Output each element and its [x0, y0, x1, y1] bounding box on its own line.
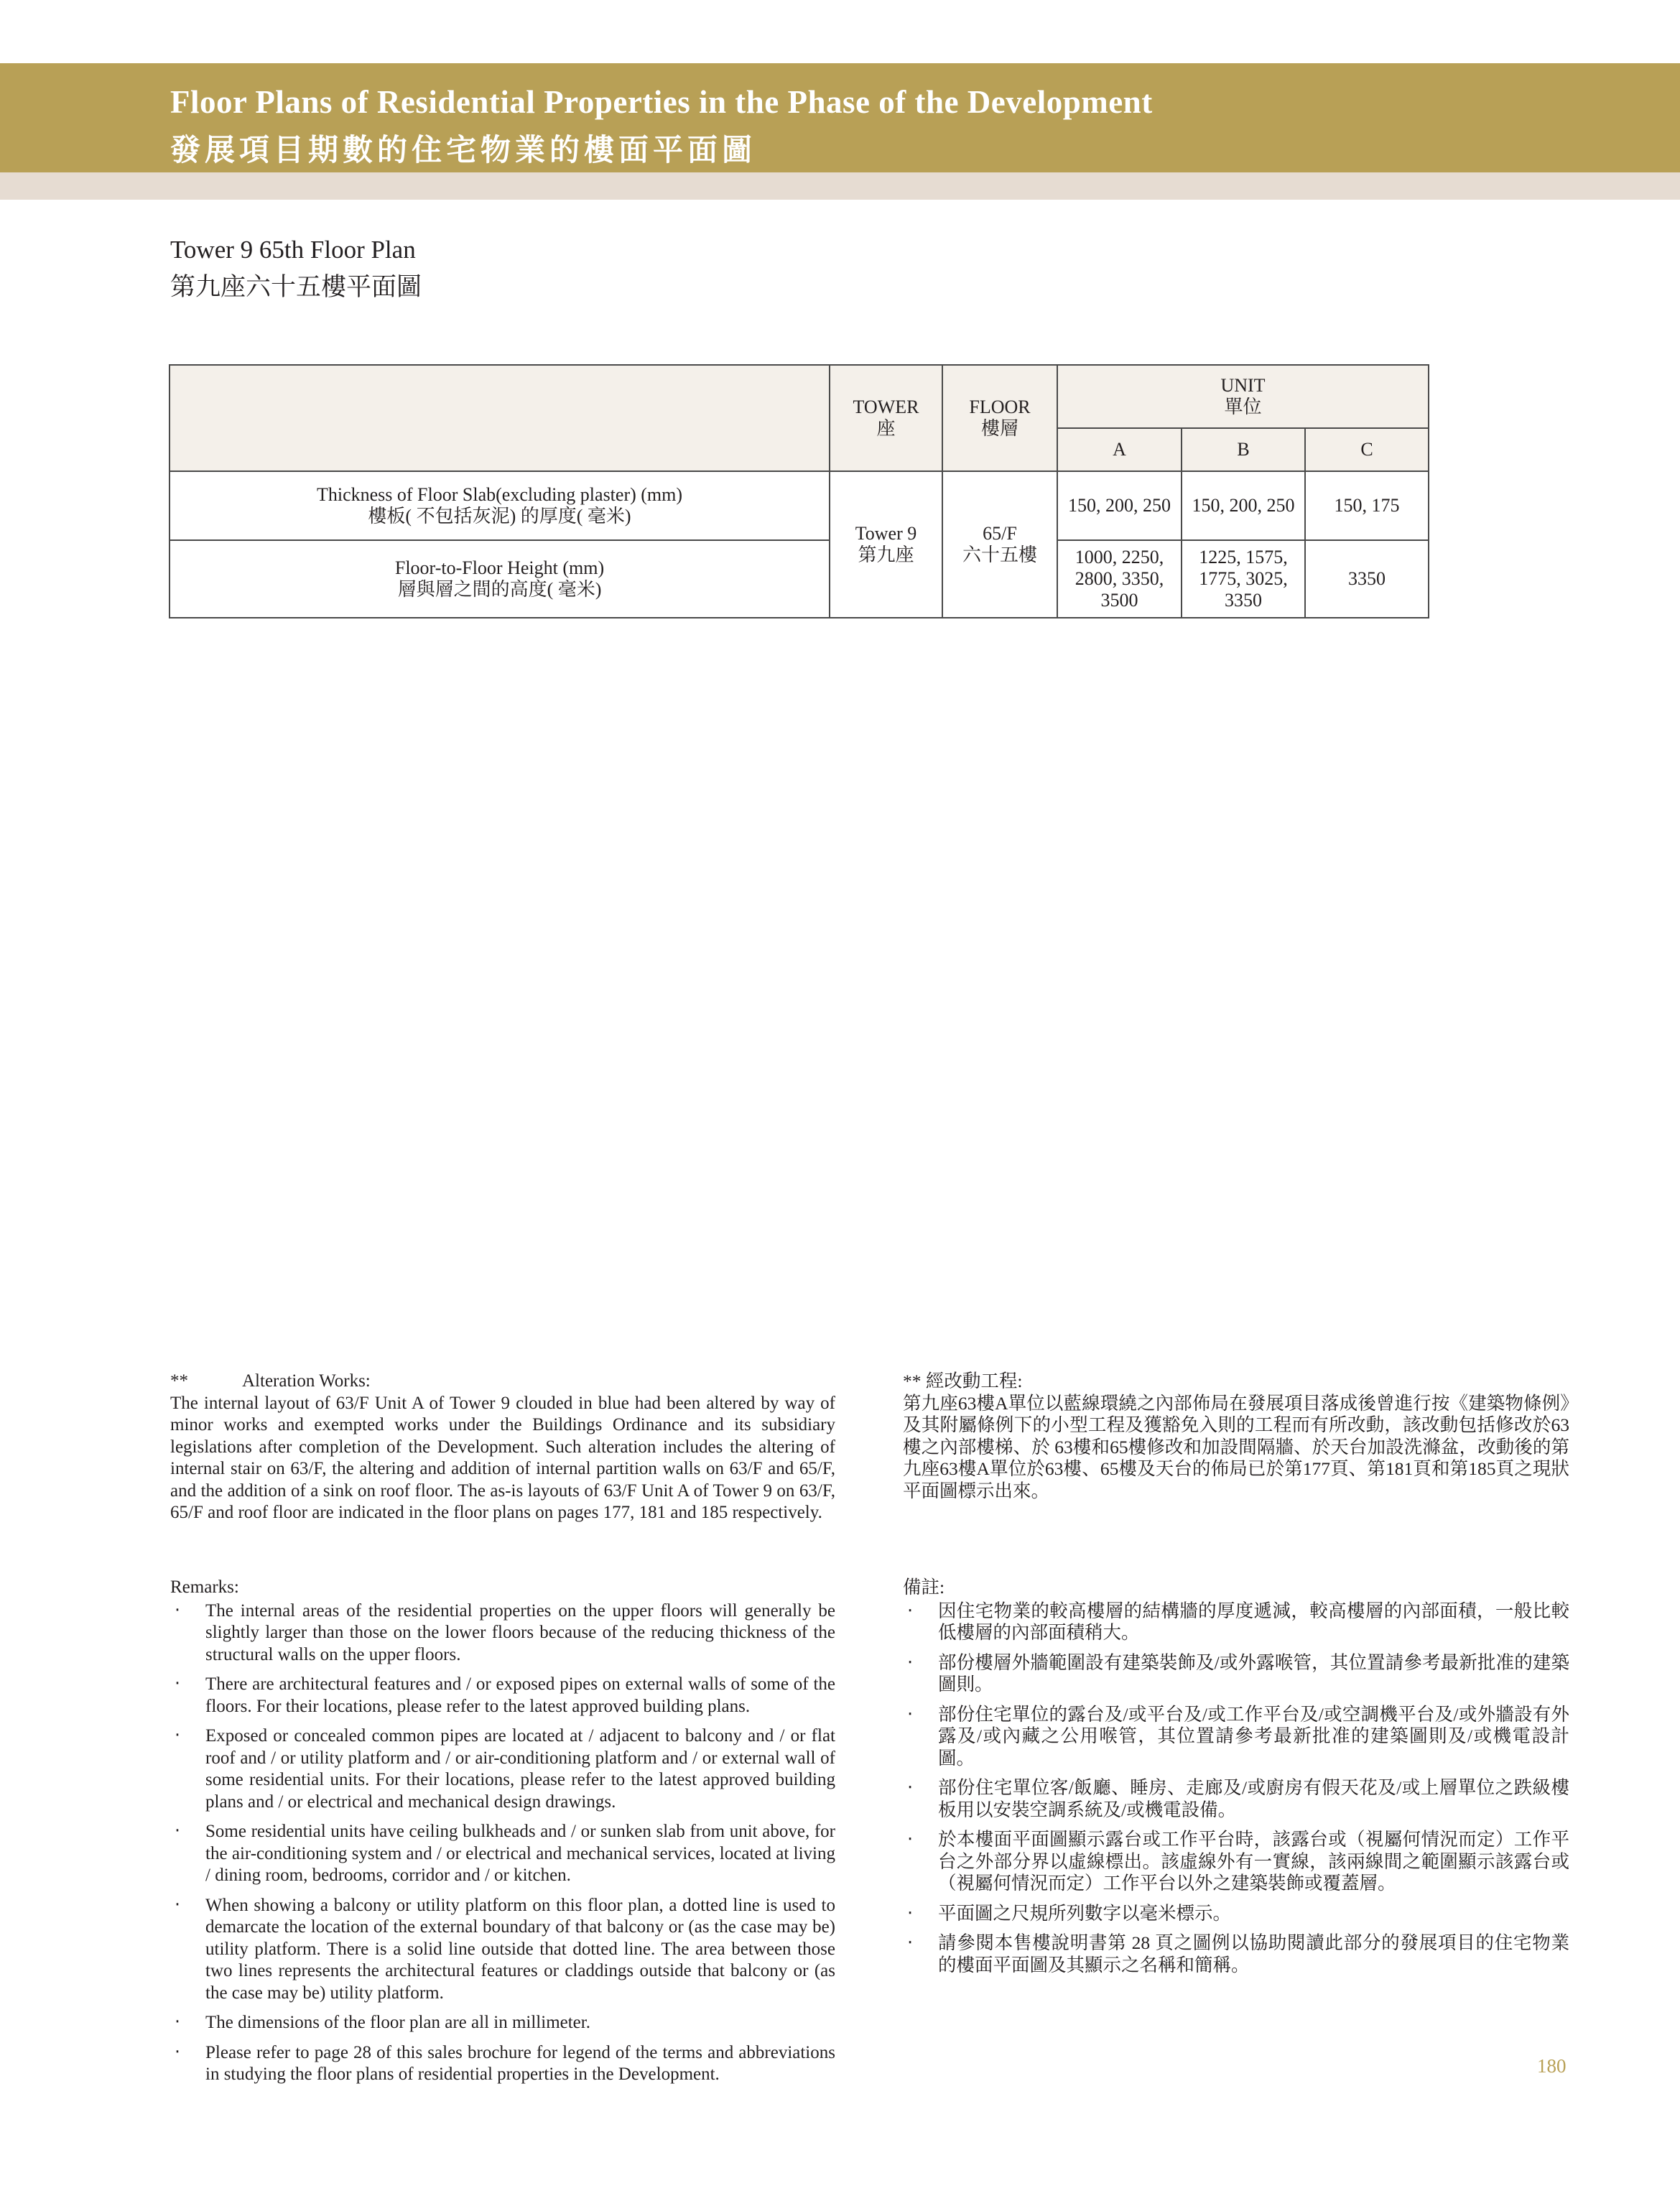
cell-slab-c: 150, 175	[1305, 471, 1429, 540]
floor-spec-table	[169, 364, 1429, 618]
remark-item-zh: ‧ 於本樓面平面圖顯示露台或工作平台時，該露台或（視屬何情況而定）工作平台之外部分界以虛線標出。該虛線外有一實線，該兩線間之範圍顯示該露台或（視屬何情況而定）工作平台以外之建築裝飾或覆蓋層。	[907, 1829, 1569, 1894]
plan-title-zh: 第九座六十五樓平面圖	[170, 273, 422, 301]
cell-floor: 65/F 六十五樓	[942, 471, 1057, 618]
table-header-tower: TOWER 座	[830, 365, 942, 471]
remark-item-en: ‧ Exposed or concealed common pipes are located at / adjacent to balcony and / or flat roof and / or utility platform and / or air-conditioning platform and / or external wall of some residential units. For their locations, please refer to the latest approved building plans and / or electrical and mechanical design drawings.	[175, 1726, 835, 1812]
alteration-body-en: The internal layout of 63/F Unit A of Tower 9 clouded in blue had been altered by way of minor works and exempted works under the Buildings Ordinance and its subsidiary legislations after completion of the Development. Such alteration includes the altering of internal stair on 63/F, the altering and addition of internal partition walls on 63/F and 65/F, and the addition of a sink on roof floor. The as-is layouts of 63/F Unit A of Tower 9 on 63/F, 65/F and roof floor are indicated in the floor plans on pages 177, 181 and 185 respectively.	[170, 1393, 835, 1522]
table-header-unit-a: A	[1057, 428, 1182, 471]
alteration-en	[170, 1371, 835, 1524]
row-label-slab: Thickness of Floor Slab(excluding plaster) (mm) 樓板( 不包括灰泥) 的厚度( 毫米)	[170, 471, 830, 540]
header-title-zh: 發展項目期數的住宅物業的樓面平面圖	[170, 134, 757, 167]
remarks-en	[170, 1577, 835, 2094]
remark-item-zh: ‧ 部份樓層外牆範圍設有建築裝飾及/或外露喉管，其位置請參考最新批准的建築圖則。	[907, 1651, 1569, 1695]
remark-item-en: ‧ Some residential units have ceiling bulkheads and / or sunken slab from unit above, for the air-conditioning system and / or electrical and mechanical services, located at living / dining room, bedrooms, corridor and / or kitchen.	[175, 1822, 835, 1885]
remarks-heading-en: Remarks:	[170, 1577, 239, 1597]
alteration-marker: **	[170, 1371, 188, 1391]
cell-tower: Tower 9 第九座	[830, 471, 942, 618]
alteration-body-zh: 第九座63樓A單位以藍線環繞之內部佈局在發展項目落成後曾進行按《建築物條例》及其附屬條例下的小型工程及獲豁免入則的工程而有所改動，該改動包括修改於63樓之內部樓梯、於 63樓和65樓修改和加設間隔牆、於天台加設洗滌盆，改動後的第九座63樓A單位於63樓、65樓及天台的佈局已於第177頁、第181頁和第185頁之現狀平面圖標示出來。	[903, 1392, 1569, 1501]
table-header-unit-b: B	[1182, 428, 1305, 471]
cell-height-c: 3350	[1305, 540, 1429, 618]
remarks-heading-zh: 備註:	[903, 1577, 945, 1598]
row-label-height: Floor-to-Floor Height (mm) 層與層之間的高度( 毫米)	[170, 540, 830, 618]
remark-item-en: ‧ The internal areas of the residential properties on the upper floors will generally be slightly larger than those on the lower floors because of the reducing thickness of the structural walls on the upper floors.	[175, 1600, 835, 1664]
table-header-unit: UNIT 單位	[1057, 365, 1429, 428]
remark-item-zh: ‧ 因住宅物業的較高樓層的結構牆的厚度遞減，較高樓層的內部面積，一般比較低樓層的內部面積稍大。	[907, 1600, 1569, 1643]
alteration-zh	[903, 1371, 1569, 1502]
header-strip	[0, 172, 1680, 200]
alteration-heading-zh: ** 經改動工程:	[903, 1371, 1023, 1391]
table-header-floor: FLOOR 樓層	[942, 365, 1057, 471]
remarks-zh	[903, 1577, 1569, 1984]
remark-item-zh: ‧ 部份住宅單位的露台及/或平台及/或工作平台及/或空調機平台及/或外牆設有外露及/或內藏之公用喉管，其位置請參考最新批准的建築圖則及/或機電設計圖。	[907, 1703, 1569, 1769]
plan-title-en: Tower 9 65th Floor Plan	[170, 236, 416, 264]
remark-item-zh: ‧ 請參閱本售樓說明書第 28 頁之圖例以協助閱讀此部分的發展項目的住宅物業的樓面平面圖及其顯示之名稱和簡稱。	[907, 1932, 1569, 1975]
table-header-unit-c: C	[1305, 428, 1429, 471]
table-header-empty	[170, 365, 830, 471]
cell-height-b: 1225, 1575, 1775, 3025, 3350	[1182, 540, 1305, 618]
cell-slab-b: 150, 200, 250	[1182, 471, 1305, 540]
alteration-heading-en: Alteration Works:	[242, 1371, 371, 1391]
remarks-list-en	[170, 1600, 835, 2086]
cell-slab-a: 150, 200, 250	[1057, 471, 1182, 540]
remark-item-en: ‧ There are architectural features and / or exposed pipes on external walls of some of the floors. For their locations, please refer to the latest approved building plans.	[175, 1674, 835, 1716]
remarks-list-zh	[903, 1600, 1569, 1977]
remark-item-en: ‧ The dimensions of the floor plan are all in millimeter.	[175, 2013, 590, 2032]
remark-item-en: ‧ Please refer to page 28 of this sales brochure for legend of the terms and abbreviations in studying the floor plans of residential properties in the Development.	[175, 2042, 835, 2084]
remark-item-zh: ‧ 部份住宅單位客/飯廳、睡房、走廊及/或廚房有假天花及/或上層單位之跌級樓板用以安裝空調系統及/或機電設備。	[907, 1777, 1569, 1820]
remark-item-zh: ‧ 平面圖之尺規所列數字以毫米標示。	[907, 1902, 1232, 1924]
page-number: 180	[1537, 2055, 1567, 2077]
header-title-en: Floor Plans of Residential Properties in the Phase of the Development	[170, 84, 1153, 120]
cell-height-a: 1000, 2250, 2800, 3350, 3500	[1057, 540, 1182, 618]
remark-item-en: ‧ When showing a balcony or utility platform on this floor plan, a dotted line is used to demarcate the location of the external boundary of that balcony or (as the case may be) utility platform. There is a solid line outside that dotted line. The area between those two lines represents the architectural features or claddings outside that balcony or (as the case may be) utility platform.	[175, 1895, 835, 2003]
